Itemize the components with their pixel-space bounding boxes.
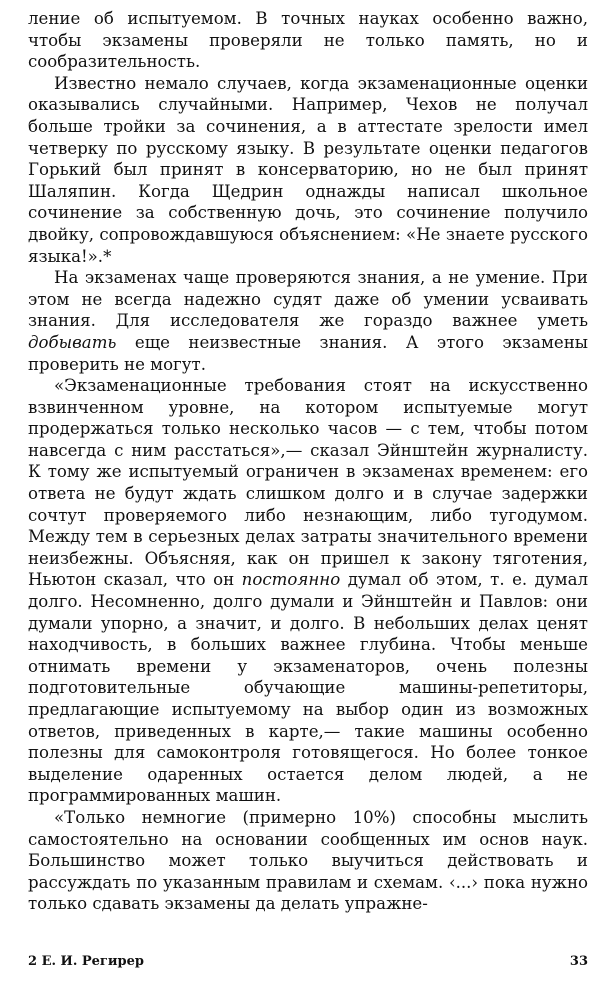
paragraph-5-text: «Только немногие (примерно 10%) способны мыслить самостоятельно на основании сообщенных им основ наук. Большинство может только выучиться действовать и рассуждать по указанным правилам и схемам. ‹...› пока нужно только сдавать экзамены да делать упражне-: [28, 807, 588, 914]
paragraph-3: [28, 267, 588, 375]
page-number: 33: [569, 954, 588, 969]
paragraph-3-text-b: еще неизвестные знания. А этого экзамены проверить не могут.: [28, 332, 588, 374]
paragraph-3-text-a: На экзаменах чаще проверяются знания, а не умение. При этом не всегда надежно судят даже об умении усваивать знания. Для исследователя же гораздо важнее уметь: [28, 268, 588, 331]
page-text: [28, 8, 588, 915]
paragraph-2-text: Известно немало случаев, когда экзаменационные оценки оказывались случайными. Например, Чехов не получал больше тройки за сочинения, а в аттестате зрелости имел четверку по русскому языку. В результате оценки педагогов Горький был принят в консерваторию, но не был принят Шаляпин. Когда Щедрин однажды написал школьное сочинение за собственную дочь, это сочинение получило двойку, сопровождавшуюся объяснением: «Не знаете русского языка!».*: [28, 73, 588, 266]
paragraph-1-text: ление об испытуемом. В точных науках особенно важно, чтобы экзамены проверяли не только память, но и сообразительность.: [28, 9, 588, 72]
paragraph-4-italic: постоянно: [241, 570, 341, 590]
paragraph-4: [28, 375, 588, 807]
paragraph-5: [28, 807, 588, 915]
footer-signature: 2 Е. И. Регирер: [28, 954, 144, 969]
paragraph-1: [28, 8, 588, 73]
paragraph-2: [28, 73, 588, 267]
paragraph-3-italic: добывать: [28, 332, 117, 352]
page-footer: [28, 954, 588, 969]
paragraph-4-text-b: думал об этом, т. е. думал долго. Несомненно, долго думали и Эйнштейн и Павлов: они думали упорно, а значит, и долго. В небольших делах ценят находчивость, в больших важнее глубина. Чтобы меньше отнимать времени у экзаменаторов, очень полезны подготовительные обучающие машины-репетиторы, предлагающие испытуемому на выбор один из возможных ответов, приведенных в карте,— такие машины особенно полезны для самоконтроля готовящегося. Но более тонкое выделение одаренных остается делом людей, а не программированных машин.: [28, 570, 588, 806]
paragraph-4-text-a: «Экзаменационные требования стоят на искусственно взвинченном уровне, на котором испытуемые могут продержаться только несколько часов — с тем, чтобы потом навсегда с ним расстаться»,— сказал Эйнштейн журналисту. К тому же испытуемый ограничен в экзаменах временем: его ответа не будут ждать слишком долго и в случае задержки сочтут проверяемого либо незнающим, либо тугодумом. Между тем в серьезных делах затраты значительного времени неизбежны. Объясняя, как он пришел к закону тяготения, Ньютон сказал, что он: [28, 376, 588, 590]
